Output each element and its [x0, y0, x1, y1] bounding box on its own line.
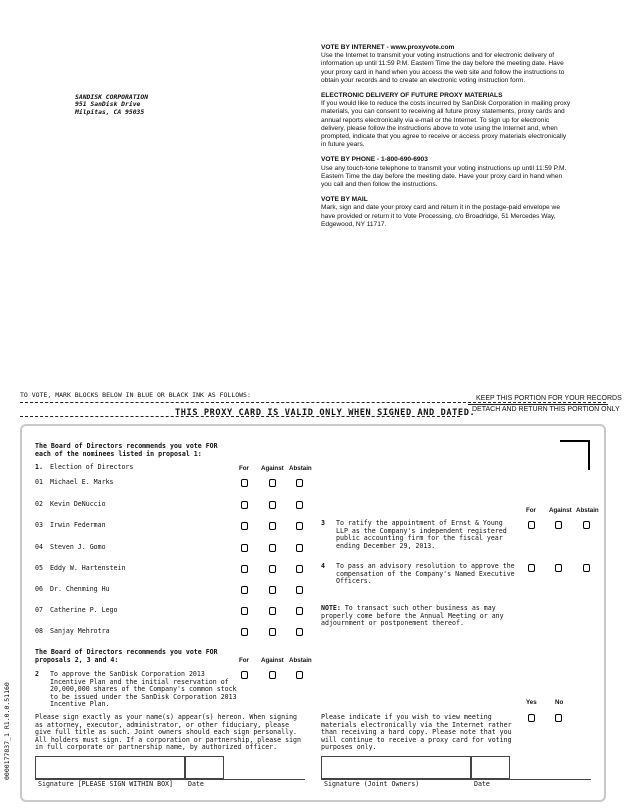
proposal-4-against-checkbox[interactable] — [555, 564, 562, 572]
corner-registration-mark — [560, 440, 590, 470]
proposal-1-number: 1. — [35, 463, 43, 471]
proposal-3-for-checkbox[interactable] — [528, 521, 535, 529]
nominee-02-number: 02 — [35, 500, 43, 508]
nominee-02-name: Kevin DeNuccio — [50, 500, 106, 508]
nominee-03-abstain-checkbox[interactable] — [296, 522, 303, 530]
vote-internet-body: Use the Internet to transmit your voting instructions and for electronic delivery of information up until 11:59 P.M. Eastern Time the day before the meeting date. Have your proxy card in hand when you access the web site and follow the instructions to obtain your records and to create an electronic voting instruction form. — [321, 52, 565, 84]
electronic-no-checkbox[interactable] — [555, 714, 562, 722]
abstain-column-header-right: Abstain — [576, 507, 599, 514]
nominee-07-abstain-checkbox[interactable] — [296, 607, 303, 615]
nominee-04-for-checkbox[interactable] — [241, 544, 248, 552]
nominee-01-for-checkbox[interactable] — [241, 479, 248, 487]
against-column-header-2: Against — [261, 657, 284, 664]
date-box[interactable] — [185, 756, 224, 779]
nominee-03-against-checkbox[interactable] — [269, 522, 276, 530]
nominee-01-against-checkbox[interactable] — [269, 479, 276, 487]
valid-when-signed-notice: THIS PROXY CARD IS VALID ONLY WHEN SIGNED AND DATED. — [175, 408, 476, 418]
nominee-05-abstain-checkbox[interactable] — [296, 565, 303, 573]
board-recommendation-1-line-2: each of the nominees listed in proposal 1: — [35, 450, 202, 458]
nominee-01-abstain-checkbox[interactable] — [296, 479, 303, 487]
nominee-06-for-checkbox[interactable] — [241, 586, 248, 594]
electronic-preference-text: Please indicate if you wish to view meeting materials electronically via the Internet rather than receiving a hard copy. Please note that you will continue to receive a proxy card for voting purposes only. — [321, 713, 512, 752]
nominee-03-number: 03 — [35, 521, 43, 529]
electronic-delivery-heading: ELECTRONIC DELIVERY OF FUTURE PROXY MATERIALS — [321, 92, 503, 100]
abstain-column-header: Abstain — [289, 465, 312, 472]
proposal-2-abstain-checkbox[interactable] — [296, 671, 303, 679]
board-recommendation-1-line-1: The Board of Directors recommends you vote FOR — [35, 442, 218, 450]
nominee-04-name: Steven J. Gomo — [50, 543, 106, 551]
detach-dashed-line — [20, 402, 450, 403]
joint-date-label: Date — [474, 780, 490, 788]
nominee-03-for-checkbox[interactable] — [241, 522, 248, 530]
nominee-02-for-checkbox[interactable] — [241, 501, 248, 509]
joint-signature-label: Signature (Joint Owners) — [324, 780, 420, 788]
proposal-3-number: 3 — [321, 519, 325, 527]
detach-portion-label: DETACH AND RETURN THIS PORTION ONLY — [472, 406, 620, 413]
joint-date-box[interactable] — [471, 756, 510, 779]
proposal-2-number: 2 — [35, 670, 39, 678]
electronic-yes-checkbox[interactable] — [528, 714, 535, 722]
control-code-vertical: 0000177837_1 R1.0.0.51160 — [3, 682, 11, 780]
yes-column-header: Yes — [526, 699, 537, 706]
proposal-4-for-checkbox[interactable] — [528, 564, 535, 572]
nominee-07-number: 07 — [35, 606, 43, 614]
against-column-header: Against — [261, 465, 284, 472]
for-column-header: For — [239, 465, 249, 472]
vote-mail-heading: VOTE BY MAIL — [321, 196, 368, 204]
nominee-06-abstain-checkbox[interactable] — [296, 586, 303, 594]
address-line-1: SANDISK CORPORATION — [75, 93, 149, 101]
vote-phone-heading: VOTE BY PHONE - 1-800-690-6903 — [321, 156, 428, 164]
proposal-2-for-checkbox[interactable] — [241, 671, 248, 679]
proposal-3-against-checkbox[interactable] — [555, 521, 562, 529]
nominee-03-name: Irwin Federman — [50, 521, 106, 529]
nominee-08-abstain-checkbox[interactable] — [296, 628, 303, 636]
for-column-header-2: For — [239, 657, 249, 664]
proposal-4-abstain-checkbox[interactable] — [583, 564, 590, 572]
nominee-01-name: Michael E. Marks — [50, 478, 114, 486]
address-line-3: Milpitas, CA 95035 — [75, 107, 145, 116]
nominee-05-number: 05 — [35, 564, 43, 572]
signature-box[interactable] — [35, 756, 185, 779]
nominee-08-against-checkbox[interactable] — [269, 628, 276, 636]
nominee-08-for-checkbox[interactable] — [241, 628, 248, 636]
vote-internet-heading: VOTE BY INTERNET - www.proxyvote.com — [321, 44, 455, 51]
note-text: To transact such other business as may properly come before the Annual Meeting or any adjournment or postponement thereof. — [321, 604, 504, 628]
abstain-column-header-2: Abstain — [289, 657, 312, 664]
vote-phone-body: Use any touch-tone telephone to transmit your voting instructions up until 11:59 P.M. Eastern Time the day before the meeting date. Have your proxy card in hand when you call and then follow the instructions. — [321, 164, 567, 189]
nominee-05-name: Eddy W. Hartenstein — [50, 564, 126, 572]
proposal-3-abstain-checkbox[interactable] — [583, 521, 590, 529]
keep-portion-label: KEEP THIS PORTION FOR YOUR RECORDS — [476, 395, 622, 402]
nominee-06-against-checkbox[interactable] — [269, 586, 276, 594]
address-line-2: 951 SanDisk Drive — [75, 100, 141, 109]
nominee-08-number: 08 — [35, 627, 43, 635]
sign-instructions: Please sign exactly as your name(s) appear(s) hereon. When signing as attorney, executor, administrator, or other fiduciary, please give full title as such. Joint owners should each sign personally. All holders must sign. If a corporation or partnership, please sign in full corporate or partnership name, by authorized officer. — [35, 713, 301, 752]
return-address — [75, 94, 148, 116]
nominee-02-against-checkbox[interactable] — [269, 501, 276, 509]
electronic-delivery-body: If you would like to reduce the costs incurred by SanDisk Corporation in mailing proxy materials, you can consent to receiving all future proxy statements, proxy cards and annual reports electronically via e-mail or the Internet. To sign up for electronic delivery, please follow the instructions above to vote using the Internet and, when prompted, indicate that you agree to receive or access proxy materials electronically in future years. — [321, 100, 571, 149]
board-recommendation-2-line-2: proposals 2, 3 and 4: — [35, 656, 119, 664]
for-column-header-right: For — [526, 507, 536, 514]
board-recommendation-2-line-1: The Board of Directors recommends you vote FOR — [35, 648, 218, 656]
keep-divider — [468, 404, 608, 405]
nominee-01-number: 01 — [35, 478, 43, 486]
against-column-header-right: Against — [549, 507, 572, 514]
nominee-06-number: 06 — [35, 585, 43, 593]
proposal-1-title: Election of Directors — [50, 463, 134, 471]
signature-label: Signature [PLEASE SIGN WITHIN BOX] — [38, 780, 173, 788]
detach-dashed-line-right — [448, 402, 606, 403]
nominee-02-abstain-checkbox[interactable] — [296, 501, 303, 509]
nominee-05-against-checkbox[interactable] — [269, 565, 276, 573]
mark-blocks-instruction: TO VOTE, MARK BLOCKS BELOW IN BLUE OR BLACK INK AS FOLLOWS: — [20, 391, 251, 399]
valid-dashed-line — [20, 416, 460, 417]
nominee-05-for-checkbox[interactable] — [241, 565, 248, 573]
proposal-3-text: To ratify the appointment of Ernst & Young LLP as the Company's independent registered public accounting firm for the fiscal year ending December 29, 2013. — [336, 519, 507, 550]
joint-signature-box[interactable] — [321, 756, 471, 779]
vote-mail-body: Mark, sign and date your proxy card and return it in the postage-paid envelope we have provided or return it to Vote Processing, c/o Broadridge, 51 Mercedes Way, Edgewood, NY 11717. — [321, 204, 560, 228]
nominee-07-for-checkbox[interactable] — [241, 607, 248, 615]
note-label: NOTE: — [321, 604, 341, 612]
proposal-4-number: 4 — [321, 562, 325, 570]
nominee-04-number: 04 — [35, 543, 43, 551]
voting-methods — [321, 44, 571, 236]
proposal-2-against-checkbox[interactable] — [269, 671, 276, 679]
nominee-06-name: Dr. Chenming Hu — [50, 585, 110, 593]
nominee-08-name: Sanjay Mehrotra — [50, 627, 110, 635]
date-label: Date — [188, 780, 204, 788]
note-paragraph — [321, 605, 509, 628]
no-column-header: No — [555, 699, 564, 706]
proposal-4-text: To pass an advisory resolution to approve the compensation of the Company's Named Executive Officers. — [336, 562, 515, 586]
proposal-2-text: To approve the SanDisk Corporation 2013 Incentive Plan and the initial reservation of 20,000,000 shares of the Company's common stock to be issued under the SanDisk Corporation 2013 Incentive Plan. — [50, 670, 237, 709]
nominee-07-against-checkbox[interactable] — [269, 607, 276, 615]
nominee-04-abstain-checkbox[interactable] — [296, 544, 303, 552]
nominee-04-against-checkbox[interactable] — [269, 544, 276, 552]
nominee-07-name: Catherine P. Lego — [50, 606, 118, 614]
